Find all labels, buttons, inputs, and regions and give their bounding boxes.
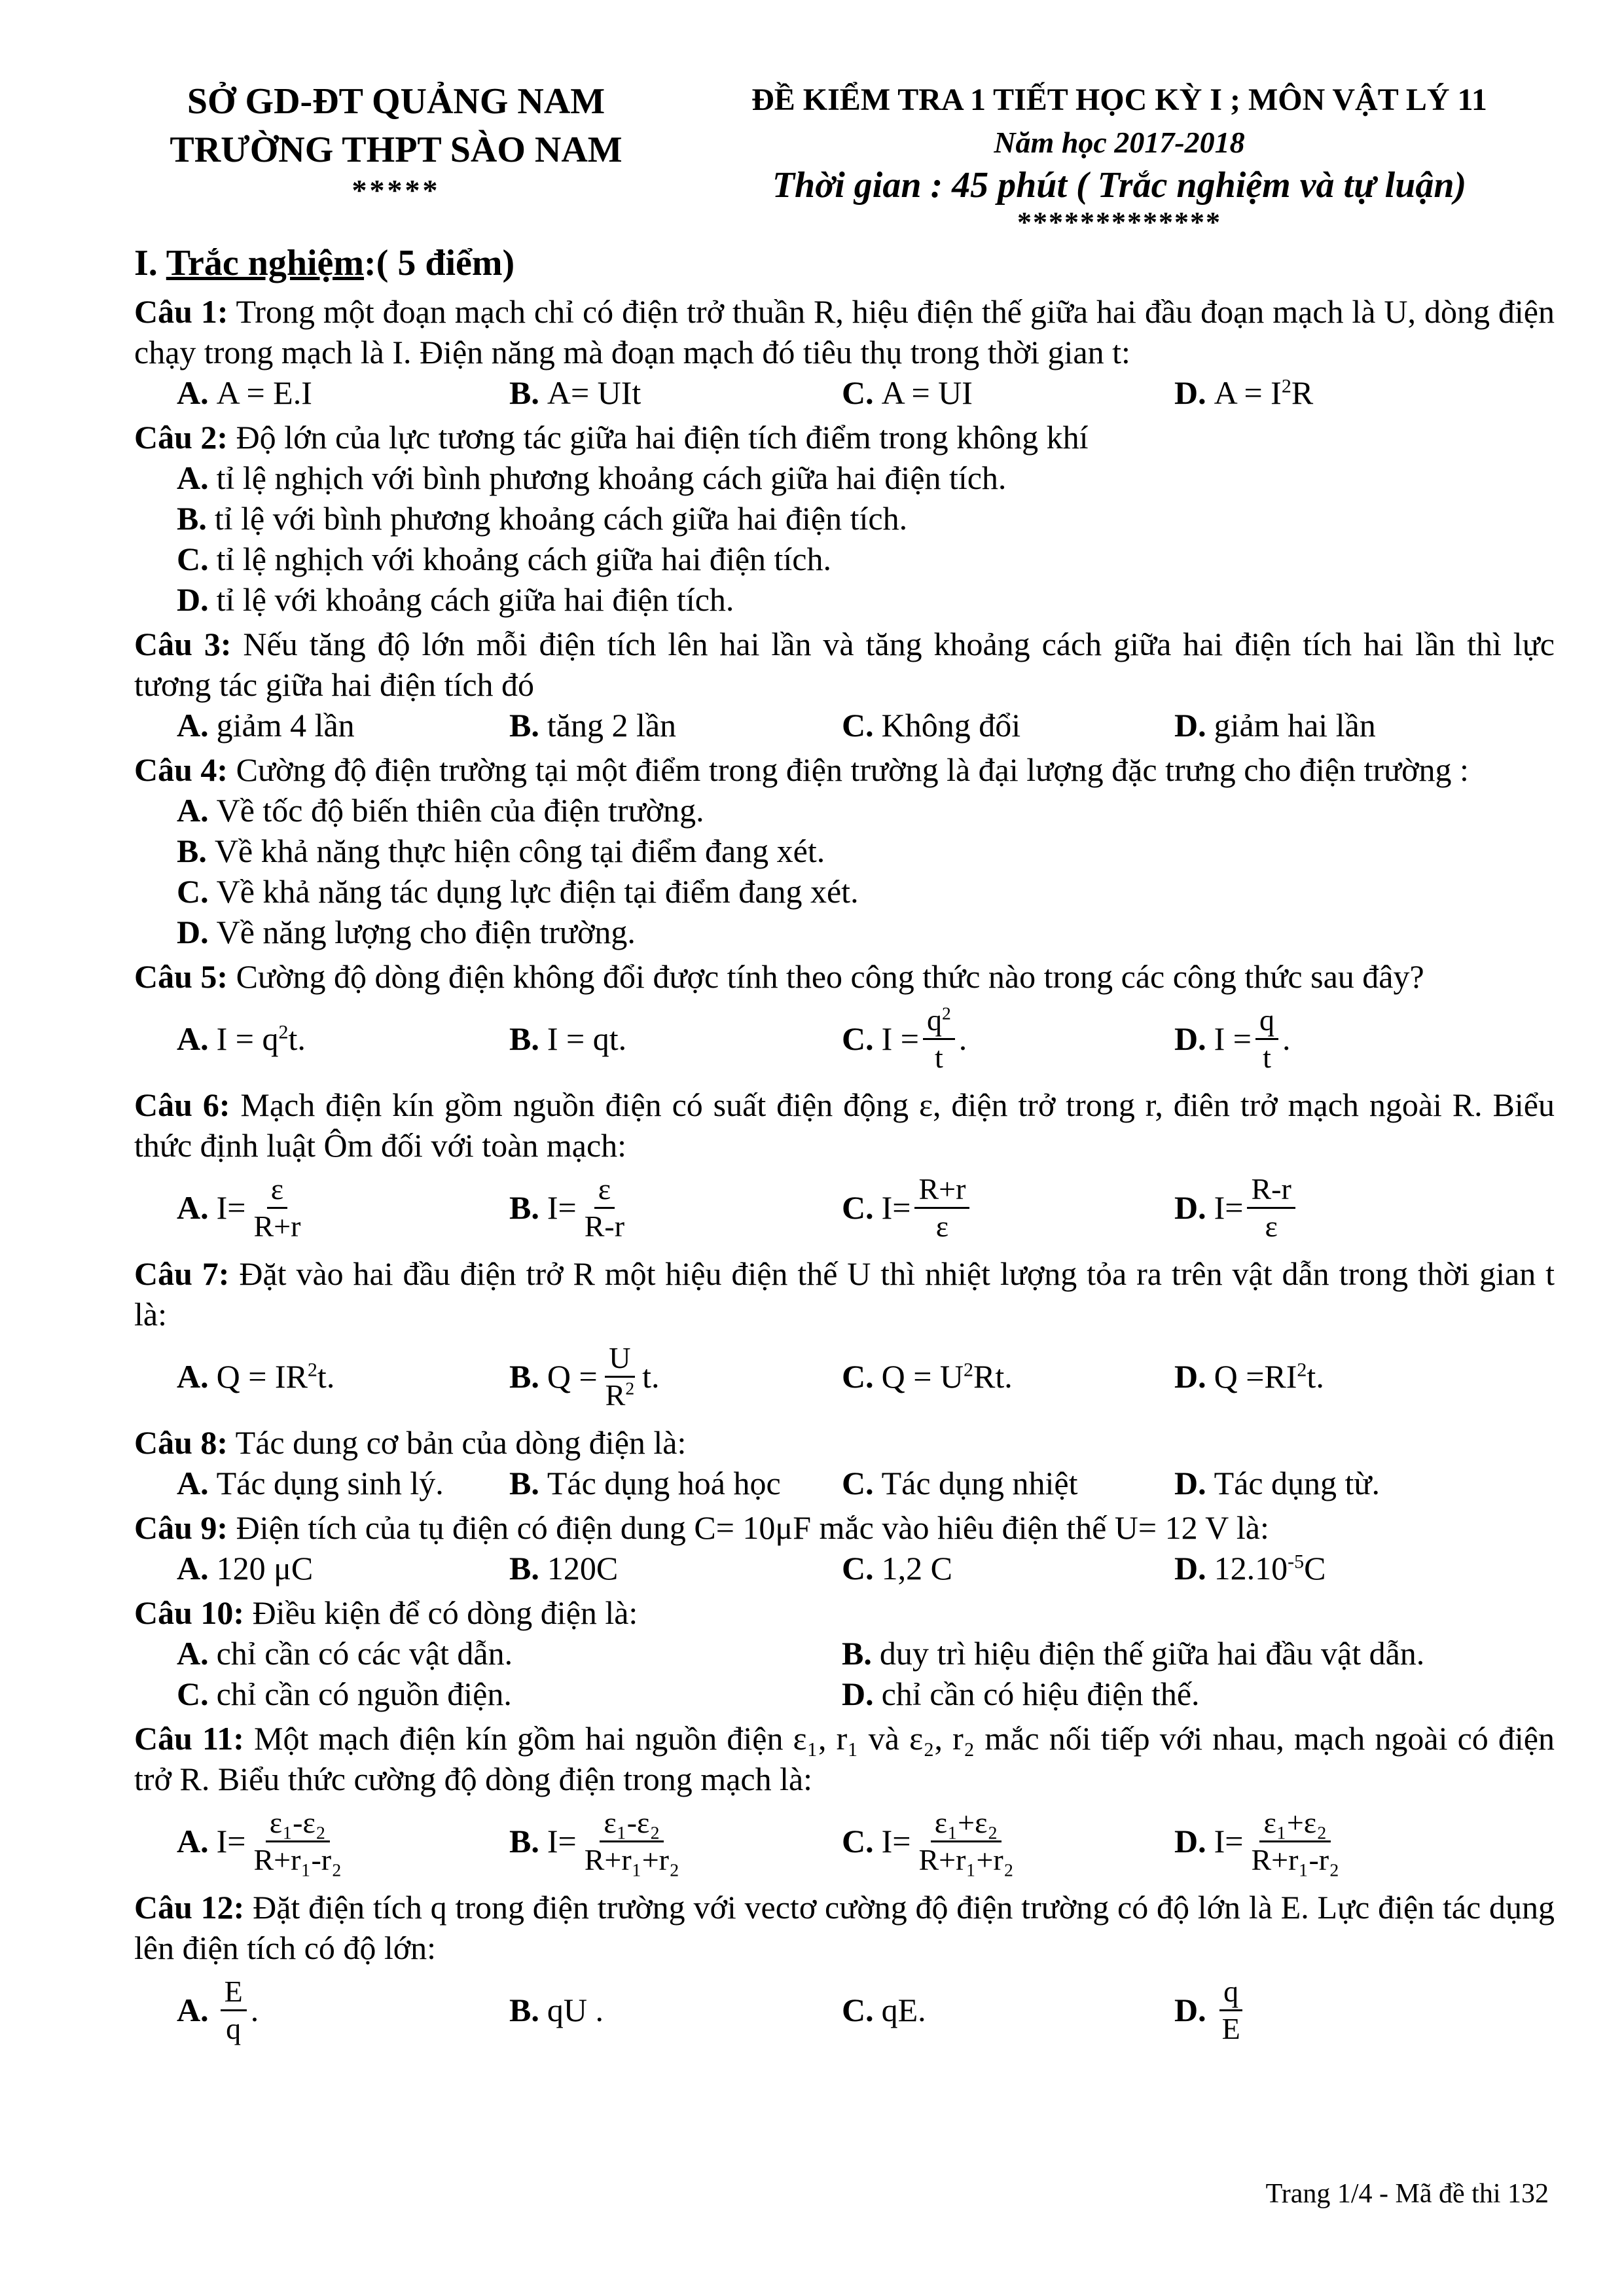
option-label: B. — [509, 1992, 539, 2028]
question-2 — [134, 417, 1555, 620]
option-d[interactable] — [1174, 1335, 1507, 1418]
fraction — [914, 1805, 1017, 1878]
option-a[interactable] — [177, 372, 509, 413]
option-text — [1214, 1548, 1326, 1588]
option-label: A. — [177, 1823, 209, 1859]
option-d[interactable] — [1174, 1968, 1507, 2052]
question-label: Câu 12: — [134, 1889, 245, 1926]
option-b[interactable] — [509, 1799, 842, 1883]
option-label: C. — [842, 1358, 874, 1395]
question-text: Đặt vào hai đầu điện trở R một hiệu điện thế U thì nhiệt lượng tỏa ra trên vật dẫn trong thời gian t là: — [134, 1255, 1555, 1333]
formula-part: I= — [547, 1823, 577, 1859]
option-c[interactable] — [842, 705, 1174, 745]
option-label: B. — [177, 833, 207, 869]
question-label: Câu 6: — [134, 1086, 230, 1123]
denominator-text: R — [605, 1378, 626, 1412]
option-label: B. — [509, 374, 539, 411]
formula-part: . — [250, 1992, 259, 2028]
formula-part: . — [1282, 1020, 1291, 1057]
question-12 — [134, 1887, 1555, 2052]
option-text: chỉ cần có nguồn điện. — [216, 1676, 512, 1712]
option-b[interactable] — [134, 498, 1555, 539]
school-header — [124, 77, 668, 207]
superscript: 2 — [1297, 1359, 1307, 1381]
option-c[interactable] — [842, 1799, 1174, 1883]
option-d[interactable] — [1174, 1463, 1507, 1503]
formula-part: . — [958, 1020, 967, 1057]
options — [134, 705, 1555, 745]
numerator: R-r — [1247, 1172, 1295, 1209]
exam-duration: Thời gian : 45 phút ( Trắc nghiệm và tự luận) — [772, 165, 1467, 206]
option-c[interactable] — [842, 1548, 1174, 1588]
question-label: Câu 8: — [134, 1424, 228, 1461]
numerator: ε₁-ε₂ — [266, 1805, 330, 1842]
question-text: Tác dung cơ bản của dòng điện là: — [228, 1424, 687, 1461]
question-label: Câu 1: — [134, 293, 228, 330]
option-a[interactable] — [177, 705, 509, 745]
option-label: B. — [509, 707, 539, 744]
option-b[interactable] — [509, 1548, 842, 1588]
option-label: D. — [1174, 1020, 1206, 1057]
denominator: E — [1221, 2011, 1240, 2045]
question-stem — [134, 749, 1555, 790]
options — [134, 1633, 1555, 1714]
option-d[interactable] — [842, 1674, 1507, 1714]
superscript: -5 — [1288, 1551, 1305, 1573]
fraction — [249, 1805, 346, 1878]
option-b[interactable] — [509, 1335, 842, 1418]
question-stem — [134, 1422, 1555, 1463]
formula-part: Q = IR — [216, 1358, 308, 1395]
formula-part: I= — [881, 1189, 911, 1226]
formula-part: t. — [1307, 1358, 1324, 1395]
option-c[interactable] — [177, 1674, 842, 1714]
exam-header — [694, 77, 1545, 237]
fraction — [1247, 1805, 1343, 1878]
option-label: D. — [1174, 1465, 1206, 1501]
option-text: I = qt. — [547, 1020, 627, 1057]
denominator: ε — [935, 1209, 949, 1243]
section-points: :( 5 điểm) — [364, 243, 515, 283]
denominator: R-r — [584, 1209, 625, 1243]
option-b[interactable] — [842, 1633, 1507, 1674]
option-text: tăng 2 lần — [547, 707, 677, 744]
option-text: tỉ lệ với khoảng cách giữa hai điện tích. — [216, 581, 734, 618]
formula-part: I = — [1214, 1020, 1252, 1057]
option-a[interactable] — [134, 457, 1555, 498]
question-text: Nếu tăng độ lớn mỗi điện tích lên hai lần và tăng khoảng cách giữa hai điện tích hai lần thì lực tương tác giữa hai điện tích đó — [134, 626, 1555, 703]
option-text: tỉ lệ nghịch với khoảng cách giữa hai điện tích. — [216, 541, 831, 577]
fraction — [1218, 1974, 1244, 2047]
option-label: D. — [1174, 1189, 1206, 1226]
option-label: D. — [842, 1676, 874, 1712]
option-label: A. — [177, 707, 209, 744]
option-label: D. — [1174, 1992, 1206, 2028]
option-b[interactable] — [509, 372, 842, 413]
option-label: D. — [1174, 707, 1206, 744]
option-label: A. — [177, 1020, 209, 1057]
question-list — [134, 291, 1555, 2056]
numerator: E — [221, 1974, 247, 2011]
question-label: Câu 3: — [134, 626, 232, 662]
department-name: SỞ GD-ĐT QUẢNG NAM — [187, 81, 605, 122]
option-a[interactable] — [177, 1968, 509, 2052]
option-text: 1,2 C — [881, 1550, 952, 1587]
fraction — [914, 1172, 969, 1244]
numerator: ε — [267, 1172, 287, 1209]
formula-part: C — [1304, 1550, 1326, 1587]
option-b[interactable] — [509, 1968, 842, 2052]
question-text: Điện tích của tụ điện có điện dung C= 10μF mắc vào hiêu điện thế U= 12 V là: — [228, 1509, 1269, 1546]
option-c[interactable] — [842, 997, 1174, 1081]
question-stem — [134, 1085, 1555, 1166]
option-label: D. — [1174, 374, 1206, 411]
formula-part: t. — [642, 1358, 660, 1395]
numerator-text: q — [926, 1003, 942, 1037]
question-5 — [134, 956, 1555, 1081]
option-label: C. — [842, 1020, 874, 1057]
denominator: q — [226, 2011, 242, 2045]
numerator: U — [605, 1340, 634, 1378]
question-stem — [134, 1887, 1555, 1968]
option-a[interactable] — [134, 790, 1555, 831]
option-label: A. — [177, 1465, 209, 1501]
option-c[interactable] — [842, 1166, 1174, 1249]
section-name: Trắc nghiệm — [166, 243, 365, 283]
school-year: Năm học 2017-2018 — [994, 126, 1245, 159]
option-text: 120C — [547, 1550, 619, 1587]
option-text: Không đổi — [881, 707, 1021, 744]
question-label: Câu 2: — [134, 419, 228, 456]
denominator: R+r₁-r₂ — [1251, 1842, 1340, 1876]
option-d[interactable] — [134, 912, 1555, 952]
option-text: 120 μC — [216, 1550, 314, 1587]
option-label: A. — [177, 459, 209, 496]
option-text: A = E.I — [216, 374, 312, 411]
superscript: 2 — [964, 1359, 974, 1381]
option-text: Tác dụng nhiệt — [881, 1465, 1078, 1501]
option-d[interactable] — [1174, 1166, 1507, 1249]
option-c[interactable] — [842, 372, 1174, 413]
question-text: Cường độ dòng điện không đổi được tính theo công thức nào trong các công thức sau đây? — [228, 958, 1424, 995]
option-label: C. — [842, 1189, 874, 1226]
formula-part: t. — [288, 1020, 306, 1057]
fraction — [581, 1172, 628, 1244]
question-4 — [134, 749, 1555, 952]
option-text — [882, 1356, 1013, 1397]
fraction — [923, 1003, 955, 1075]
formula-part: I= — [881, 1823, 911, 1859]
options — [134, 1799, 1555, 1883]
option-text: A = UI — [881, 374, 973, 411]
option-label: A. — [177, 374, 209, 411]
question-stem — [134, 956, 1555, 997]
options — [134, 1463, 1555, 1503]
option-label: A. — [177, 792, 209, 829]
numerator: ε — [594, 1172, 615, 1209]
options — [134, 997, 1555, 1081]
option-b[interactable] — [509, 997, 842, 1081]
option-label: B. — [509, 1358, 539, 1395]
option-b[interactable] — [134, 831, 1555, 871]
options — [134, 1166, 1555, 1249]
question-text: Cường độ điện trường tại một điểm trong điện trường là đại lượng đặc trưng cho điện trường : — [228, 751, 1469, 788]
option-text: Về tốc độ biến thiên của điện trường. — [216, 792, 704, 829]
fraction — [1247, 1172, 1295, 1244]
numerator: ε₁+ε₂ — [1259, 1805, 1331, 1842]
option-d[interactable] — [134, 579, 1555, 620]
option-label: A. — [177, 1550, 209, 1587]
option-label: D. — [177, 581, 209, 618]
option-label: B. — [509, 1020, 539, 1057]
superscript: 2 — [307, 1359, 317, 1381]
option-text: Về khả năng thực hiện công tại điểm đang xét. — [214, 833, 825, 869]
option-text: chỉ cần có các vật dẫn. — [216, 1635, 513, 1672]
option-a[interactable] — [177, 1548, 509, 1588]
option-label: C. — [842, 1465, 874, 1501]
question-label: Câu 10: — [134, 1594, 245, 1631]
question-11 — [134, 1718, 1555, 1883]
option-c[interactable] — [134, 539, 1555, 579]
options — [134, 790, 1555, 952]
option-b[interactable] — [509, 1166, 842, 1249]
question-text: Độ lớn của lực tương tác giữa hai điện tích điểm trong không khí — [228, 419, 1089, 456]
question-6 — [134, 1085, 1555, 1249]
fraction — [249, 1172, 304, 1244]
denominator: t — [1263, 1040, 1271, 1074]
option-text — [217, 1018, 306, 1059]
option-label: C. — [177, 1676, 209, 1712]
formula-part: A = I — [1214, 374, 1282, 411]
option-label: D. — [1174, 1550, 1206, 1587]
question-10 — [134, 1592, 1555, 1714]
superscript: 2 — [278, 1021, 289, 1043]
formula-part: R — [1291, 374, 1314, 411]
question-stem — [134, 417, 1555, 457]
superscript: 2 — [1281, 375, 1291, 397]
question-8 — [134, 1422, 1555, 1503]
fraction — [221, 1974, 247, 2047]
question-3 — [134, 624, 1555, 745]
question-9 — [134, 1507, 1555, 1588]
option-a[interactable] — [177, 997, 509, 1081]
numerator: q — [1219, 1974, 1242, 2011]
section-number: I. — [134, 243, 166, 283]
superscript: 2 — [941, 1003, 951, 1024]
option-text: Về khả năng tác dụng lực điện tại điểm đang xét. — [216, 873, 859, 910]
question-label: Câu 7: — [134, 1255, 230, 1292]
option-a[interactable] — [177, 1335, 509, 1418]
option-c[interactable] — [842, 1463, 1174, 1503]
option-label: A. — [177, 1358, 209, 1395]
option-d[interactable] — [1174, 997, 1507, 1081]
option-label: C. — [842, 1550, 874, 1587]
options — [134, 1548, 1555, 1588]
header-stars-right: ************* — [1017, 206, 1221, 238]
question-text: Đặt điện tích q trong điện trường với vectơ cường độ điện trường có độ lớn là E. Lực điện tác dụng lên điện tích có độ lớn: — [134, 1889, 1555, 1966]
formula-part: t. — [317, 1358, 335, 1395]
option-label: A. — [177, 1635, 209, 1672]
options — [134, 1968, 1555, 2052]
option-a[interactable] — [177, 1166, 509, 1249]
formula-part: I= — [1214, 1823, 1244, 1859]
question-stem — [134, 624, 1555, 705]
option-text — [217, 1356, 335, 1397]
question-7 — [134, 1253, 1555, 1418]
option-d[interactable] — [1174, 705, 1507, 745]
formula-part: 12.10 — [1214, 1550, 1288, 1587]
denominator: ε — [1265, 1209, 1278, 1243]
options — [134, 372, 1555, 413]
option-text: tỉ lệ nghịch với bình phương khoảng cách giữa hai điện tích. — [216, 459, 1007, 496]
option-label: D. — [1174, 1358, 1206, 1395]
formula-part: I= — [216, 1189, 246, 1226]
option-label: B. — [177, 500, 207, 537]
section-title — [134, 242, 514, 284]
options — [134, 1335, 1555, 1418]
question-stem — [134, 291, 1555, 372]
numerator — [923, 1003, 955, 1040]
formula-part: I= — [1214, 1189, 1244, 1226]
option-label: C. — [842, 374, 874, 411]
option-text: qU . — [547, 1992, 604, 2028]
option-label: A. — [177, 1992, 209, 2028]
option-b[interactable] — [509, 1463, 842, 1503]
denominator: t — [934, 1040, 943, 1074]
option-c[interactable] — [842, 1335, 1174, 1418]
option-text: qE. — [881, 1992, 926, 2028]
denominator: R+r₁-r₂ — [253, 1842, 342, 1876]
formula-part: I= — [547, 1189, 577, 1226]
formula-part: Q =RI — [1214, 1358, 1297, 1395]
option-label: C. — [177, 873, 209, 910]
option-label: D. — [177, 914, 209, 950]
denominator: R+r₁+r₂ — [918, 1842, 1014, 1876]
page-footer: Trang 1/4 - Mã đề thi 132 — [1265, 2179, 1549, 2209]
formula-part: Q = U — [881, 1358, 964, 1395]
option-a[interactable] — [177, 1463, 509, 1503]
question-text: Điều kiện để có dòng điện là: — [244, 1594, 638, 1631]
option-label: B. — [509, 1550, 539, 1587]
question-stem — [134, 1507, 1555, 1548]
option-label: B. — [509, 1465, 539, 1501]
option-text: A= UIt — [547, 374, 641, 411]
option-text: Tác dụng sinh lý. — [216, 1465, 444, 1501]
option-a[interactable] — [177, 1799, 509, 1883]
option-label: C. — [842, 707, 874, 744]
question-text: Mạch điện kín gồm nguồn điện có suất điện động ε, điện trở trong r, điên trở mạch ngoài R. Biểu thức định luật Ôm đối với toàn mạch: — [134, 1086, 1555, 1164]
question-label: Câu 11: — [134, 1720, 244, 1757]
option-text: Tác dụng hoá học — [547, 1465, 781, 1501]
school-name: TRƯỜNG THPT SÀO NAM — [170, 130, 623, 170]
formula-part: I = q — [216, 1020, 279, 1057]
formula-part: I= — [216, 1823, 246, 1859]
denominator: R+r₁+r₂ — [584, 1842, 679, 1876]
option-text: Tác dụng từ. — [1214, 1465, 1380, 1501]
option-label: C. — [177, 541, 209, 577]
question-stem — [134, 1718, 1555, 1799]
question-stem — [134, 1253, 1555, 1335]
formula-part: I = — [881, 1020, 919, 1057]
option-label: C. — [842, 1992, 874, 2028]
question-text: Một mạch điện kín gồm hai nguồn điện ε₁, r₁ và ε₂, r₂ mắc nối tiếp với nhau, mạch ngoài có điện trở R. Biểu thức cường độ dòng điện trong mạch là: — [134, 1720, 1555, 1797]
formula-part: Rt. — [973, 1358, 1013, 1395]
option-label: A. — [177, 1189, 209, 1226]
option-label: B. — [509, 1823, 539, 1859]
header-stars-left: ***** — [352, 173, 441, 207]
numerator: ε₁+ε₂ — [931, 1805, 1002, 1842]
option-text: duy trì hiệu điện thế giữa hai đầu vật dẫn. — [879, 1635, 1425, 1672]
option-text: chỉ cần có hiệu điện thế. — [881, 1676, 1200, 1712]
question-label: Câu 4: — [134, 751, 228, 788]
question-stem — [134, 1592, 1555, 1633]
option-text: tỉ lệ với bình phương khoảng cách giữa hai điện tích. — [214, 500, 908, 537]
option-d[interactable] — [1174, 372, 1507, 413]
fraction — [581, 1805, 683, 1878]
numerator: ε₁-ε₂ — [600, 1805, 664, 1842]
options — [134, 457, 1555, 620]
option-text: giảm hai lần — [1214, 707, 1376, 744]
denominator: R+r — [253, 1209, 301, 1243]
option-text: Về năng lượng cho điện trường. — [216, 914, 636, 950]
option-text — [1214, 1356, 1324, 1397]
option-c[interactable] — [842, 1968, 1174, 2052]
option-text — [1214, 372, 1314, 413]
option-label: B. — [842, 1635, 872, 1672]
option-b[interactable] — [509, 705, 842, 745]
option-d[interactable] — [1174, 1548, 1507, 1588]
superscript: 2 — [625, 1378, 635, 1399]
question-text: Trong một đoạn mạch chỉ có điện trở thuần R, hiệu điện thế giữa hai đầu đoạn mạch là U, dòng điện chạy trong mạch là I. Điện năng mà đoạn mạch đó tiêu thụ trong thời gian t: — [134, 293, 1555, 370]
exam-title: ĐỀ KIỂM TRA 1 TIẾT HỌC KỲ I ; MÔN VẬT LÝ 11 — [751, 82, 1487, 117]
formula-part: Q = — [547, 1358, 598, 1395]
denominator — [602, 1378, 638, 1413]
numerator: q — [1255, 1003, 1278, 1040]
fraction — [602, 1340, 638, 1413]
question-1 — [134, 291, 1555, 413]
option-label: C. — [842, 1823, 874, 1859]
option-label: D. — [1174, 1823, 1206, 1859]
option-c[interactable] — [134, 871, 1555, 912]
option-a[interactable] — [177, 1633, 842, 1674]
option-d[interactable] — [1174, 1799, 1507, 1883]
option-text: giảm 4 lần — [216, 707, 355, 744]
option-label: B. — [509, 1189, 539, 1226]
fraction — [1255, 1003, 1278, 1075]
numerator: R+r — [914, 1172, 969, 1209]
question-label: Câu 5: — [134, 958, 228, 995]
question-label: Câu 9: — [134, 1509, 228, 1546]
